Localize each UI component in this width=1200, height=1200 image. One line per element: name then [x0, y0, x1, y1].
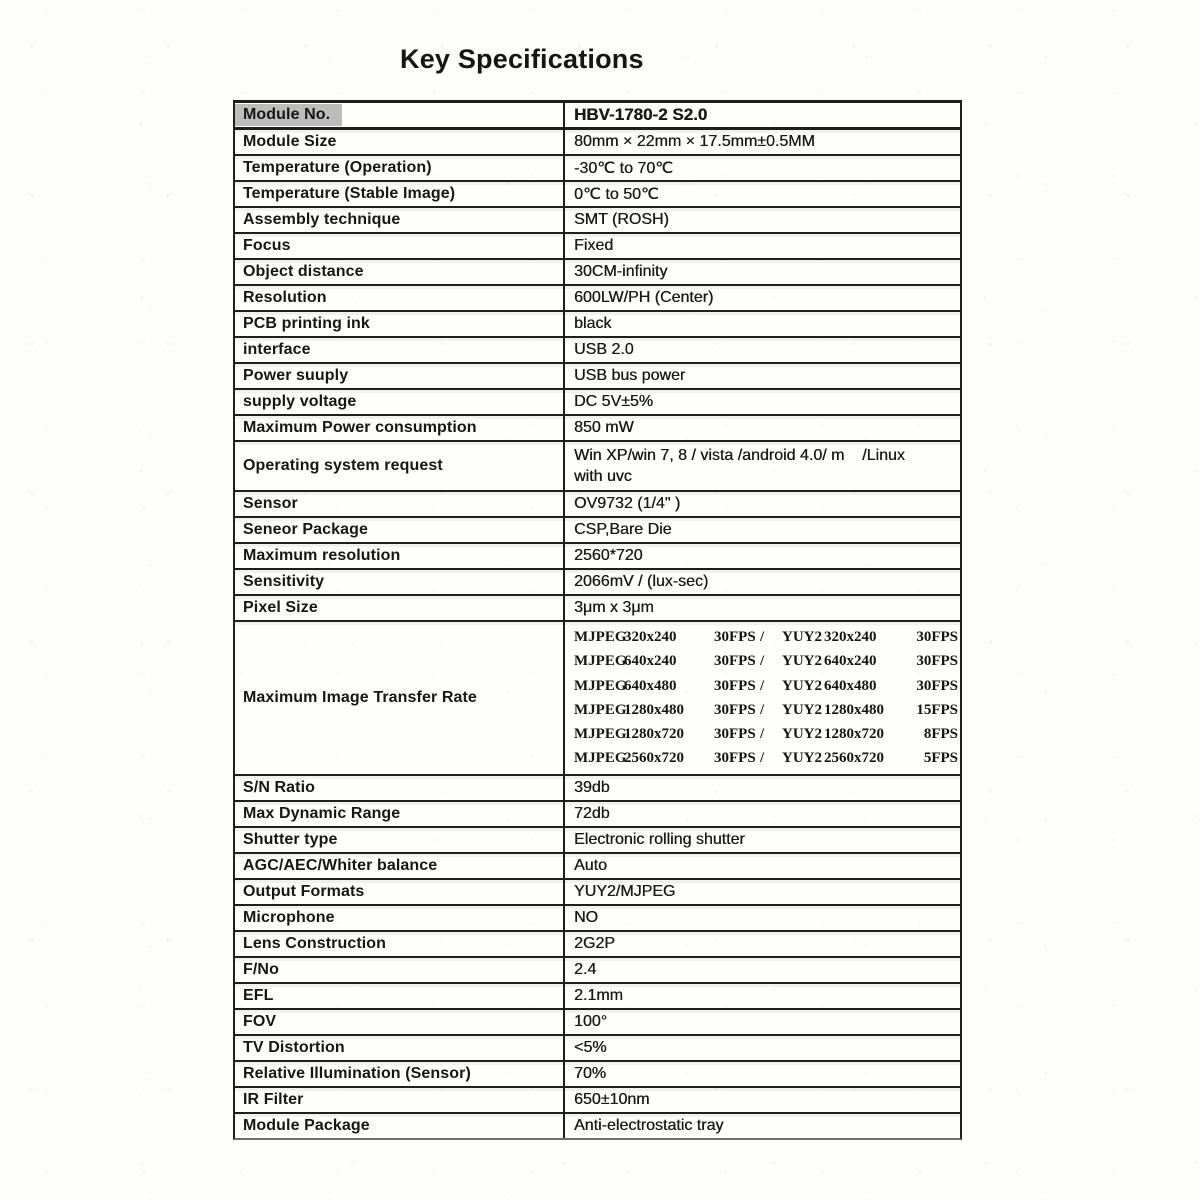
- row-value-text: USB bus power: [574, 367, 686, 384]
- row-label-text: Resolution: [243, 289, 327, 306]
- row-label-text: AGC/AEC/Whiter balance: [243, 856, 438, 874]
- table-row: [235, 544, 960, 570]
- rate-separator: /: [760, 629, 765, 645]
- row-label: [235, 286, 565, 310]
- row-label: [235, 932, 565, 956]
- row-label-text: Maximum Image Transfer Rate: [243, 688, 477, 706]
- table-row: [235, 338, 960, 364]
- rate-fps: 30FPS: [916, 677, 958, 694]
- row-value-text: 30CM-infinity: [574, 263, 668, 280]
- row-label: [235, 492, 565, 516]
- row-value-text: NO: [574, 908, 598, 926]
- row-label: [235, 103, 565, 127]
- row-value: [565, 286, 960, 310]
- row-label-text: Relative Illumination (Sensor): [243, 1064, 471, 1082]
- table-row: [235, 828, 960, 854]
- row-value: [565, 208, 960, 232]
- row-value: [565, 390, 960, 414]
- row-label: [235, 596, 565, 620]
- row-label-text: Maximum resolution: [243, 547, 401, 564]
- row-label-text: Maximum Power consumption: [243, 419, 477, 436]
- row-value: [565, 984, 960, 1008]
- table-row: [235, 776, 960, 802]
- row-value-text: 2560*720: [574, 547, 643, 564]
- row-value-text: 100°: [574, 1012, 608, 1030]
- row-value: [565, 622, 962, 774]
- row-value-text: CSP,Bare Die: [574, 521, 672, 538]
- rate-resolution: 640x480: [824, 677, 877, 694]
- table-row: [235, 1062, 960, 1088]
- row-label: [235, 156, 565, 180]
- row-label-text: Power suuply: [243, 367, 349, 384]
- row-label: [235, 544, 565, 568]
- row-label-text: supply voltage: [243, 393, 357, 410]
- rate-fps: 8FPS: [923, 726, 958, 743]
- row-label: [235, 570, 565, 594]
- table-row: [235, 958, 960, 984]
- row-value-text: OV9732 (1/4" ): [574, 495, 681, 512]
- rate-fps: 30FPS: [714, 653, 756, 670]
- row-value: [565, 828, 960, 852]
- row-value-text: 80mm × 22mm × 17.5mm±0.5MM: [574, 133, 815, 150]
- row-label-text: Assembly technique: [243, 211, 401, 228]
- row-value: [565, 103, 960, 127]
- row-value: [565, 776, 960, 800]
- row-value-text: Auto: [574, 856, 607, 874]
- rate-fps: 5FPS: [923, 750, 958, 767]
- row-value-text: Anti-electrostatic tray: [574, 1116, 724, 1134]
- table-row: [235, 1114, 960, 1138]
- rate-resolution: 320x240: [624, 629, 677, 645]
- row-value: [565, 544, 960, 568]
- table-row: [235, 312, 960, 338]
- rate-fps: 30FPS: [714, 629, 756, 645]
- table-row: [235, 1088, 960, 1114]
- table-row: [235, 1010, 960, 1036]
- row-value-text: 850 mW: [574, 419, 634, 436]
- row-label-text: PCB printing ink: [243, 315, 370, 332]
- row-value-text: <5%: [574, 1038, 607, 1056]
- rate-separator: /: [760, 677, 765, 694]
- row-label-text: Seneor Package: [243, 521, 369, 538]
- rate-resolution: 640x240: [624, 653, 677, 670]
- row-label-text: Sensor: [243, 495, 298, 512]
- table-row: [235, 182, 960, 208]
- table-row: [235, 442, 960, 492]
- row-label: [235, 854, 565, 878]
- rate-fps: 30FPS: [916, 629, 958, 645]
- row-value: [565, 1036, 960, 1060]
- row-value-text: 2066mV / (lux-sec): [574, 573, 709, 590]
- row-label-text: Pixel Size: [243, 599, 318, 616]
- row-label: [235, 802, 565, 826]
- transfer-rate-grid: [574, 623, 958, 773]
- table-row: [235, 364, 960, 390]
- rate-fps: 15FPS: [916, 701, 958, 718]
- rate-format-mjpeg: MJPEG: [574, 677, 627, 694]
- rate-separator: /: [760, 653, 765, 670]
- table-row: [235, 518, 960, 544]
- table-row: [235, 286, 960, 312]
- row-value: [565, 338, 960, 362]
- rate-separator: /: [760, 726, 765, 743]
- row-value: [565, 1010, 960, 1034]
- row-label: [235, 260, 565, 284]
- rate-separator: /: [760, 701, 765, 718]
- row-label: [235, 1114, 565, 1138]
- row-label: [235, 442, 565, 490]
- table-row: [235, 156, 960, 182]
- row-label-text: Max Dynamic Range: [243, 804, 401, 822]
- row-value: [565, 260, 960, 284]
- rate-format-yuy2: YUY2: [782, 750, 822, 767]
- row-value-text: Fixed: [574, 237, 614, 254]
- table-row: [235, 1036, 960, 1062]
- row-label-text: IR Filter: [243, 1090, 304, 1108]
- row-value: [565, 596, 960, 620]
- row-label: [235, 234, 565, 258]
- row-value-text: 2.1mm: [574, 986, 623, 1004]
- row-value: [565, 182, 960, 206]
- row-label: [235, 182, 565, 206]
- row-value-text: 70%: [574, 1064, 607, 1082]
- row-label: [235, 208, 565, 232]
- rate-format-yuy2: YUY2: [782, 677, 822, 694]
- rate-format-mjpeg: MJPEG: [574, 653, 627, 670]
- rate-fps: 30FPS: [714, 726, 756, 743]
- row-label: [235, 1062, 565, 1086]
- rate-resolution: 640x240: [824, 653, 877, 670]
- rate-format-yuy2: YUY2: [782, 701, 822, 718]
- row-label: [235, 130, 565, 154]
- row-label-text: Lens Construction: [243, 934, 387, 952]
- row-value-text: HBV-1780-2 S2.0: [574, 105, 708, 124]
- spec-table: [233, 100, 962, 1140]
- row-value-text: YUY2/MJPEG: [574, 882, 676, 900]
- table-row: [235, 416, 960, 442]
- rate-format-yuy2: YUY2: [782, 629, 822, 645]
- row-label-text: F/No: [243, 960, 279, 978]
- rate-format-mjpeg: MJPEG: [574, 750, 627, 767]
- table-row: [235, 596, 960, 622]
- table-row: [235, 622, 960, 776]
- rate-resolution: 320x240: [824, 629, 877, 645]
- table-row: [235, 103, 960, 130]
- row-value: [565, 854, 960, 878]
- rate-format-mjpeg: MJPEG: [574, 629, 627, 645]
- table-row: [235, 570, 960, 596]
- row-value: [565, 932, 960, 956]
- rate-resolution: 1280x720: [824, 726, 884, 743]
- row-value-text: DC 5V±5%: [574, 393, 654, 410]
- rate-format-yuy2: YUY2: [782, 726, 822, 743]
- row-value-text: 2.4: [574, 960, 597, 978]
- row-label-text: Shutter type: [243, 830, 338, 848]
- row-label: [235, 338, 565, 362]
- table-row: [235, 390, 960, 416]
- row-label-text: Microphone: [243, 908, 335, 926]
- rate-fps: 30FPS: [714, 701, 756, 718]
- row-value: [565, 492, 960, 516]
- row-value: [565, 1062, 960, 1086]
- row-value-text: 0℃ to 50℃: [574, 186, 659, 203]
- table-row: [235, 984, 960, 1010]
- rate-resolution: 2560x720: [624, 750, 684, 767]
- row-value-text: -30℃ to 70℃: [574, 160, 674, 177]
- row-label-text: TV Distortion: [243, 1038, 345, 1056]
- row-value-text: 2G2P: [574, 934, 615, 952]
- row-label: [235, 906, 565, 930]
- row-label: [235, 518, 565, 542]
- row-label-text: EFL: [243, 986, 274, 1004]
- table-row: [235, 854, 960, 880]
- row-value: [565, 364, 960, 388]
- table-row: [235, 932, 960, 958]
- row-value-text: 3μm x 3μm: [574, 599, 654, 616]
- table-row: [235, 492, 960, 518]
- row-value: [565, 1114, 960, 1138]
- rate-fps: 30FPS: [916, 653, 958, 670]
- row-value-text: 72db: [574, 804, 610, 822]
- row-value: [565, 416, 960, 440]
- row-value: [565, 130, 960, 154]
- row-value-text: Electronic rolling shutter: [574, 830, 745, 848]
- row-value-text: 650±10nm: [574, 1090, 650, 1108]
- row-value-text: black: [574, 315, 612, 332]
- row-label-text: Sensitivity: [243, 573, 325, 590]
- row-value: [565, 312, 960, 336]
- row-label: [235, 622, 565, 774]
- row-label: [235, 390, 565, 414]
- row-label: [235, 958, 565, 982]
- row-label: [235, 828, 565, 852]
- rate-resolution: 1280x720: [624, 726, 684, 743]
- row-value: [565, 958, 960, 982]
- row-label-text: Module No.: [235, 104, 342, 126]
- row-label-text: Operating system request: [243, 457, 443, 474]
- rate-resolution: 2560x720: [824, 750, 884, 767]
- row-value-text: SMT (ROSH): [574, 211, 669, 228]
- row-value: [565, 880, 960, 904]
- row-value-multiline: [574, 443, 905, 489]
- rate-format-yuy2: YUY2: [782, 653, 822, 670]
- row-label: [235, 984, 565, 1008]
- row-label: [235, 312, 565, 336]
- rate-format-mjpeg: MJPEG: [574, 726, 627, 743]
- row-label-text: Module Size: [243, 133, 337, 150]
- table-row: [235, 880, 960, 906]
- row-label: [235, 1036, 565, 1060]
- rate-fps: 30FPS: [714, 677, 756, 694]
- rate-resolution: 1280x480: [824, 701, 884, 718]
- row-value: [565, 802, 960, 826]
- row-label: [235, 1010, 565, 1034]
- value-line: with uvc: [574, 468, 632, 485]
- row-value: [565, 906, 960, 930]
- row-label-text: interface: [243, 341, 311, 358]
- rate-resolution: 1280x480: [624, 701, 684, 718]
- row-value: [565, 1088, 960, 1112]
- rate-fps: 30FPS: [714, 750, 756, 767]
- value-line: Win XP/win 7, 8 / vista /android 4.0/ m /Linux: [574, 447, 905, 464]
- rate-separator: /: [760, 750, 765, 767]
- row-value-text: USB 2.0: [574, 341, 634, 358]
- row-label: [235, 880, 565, 904]
- table-row: [235, 802, 960, 828]
- row-label: [235, 776, 565, 800]
- row-label-text: S/N Ratio: [243, 778, 316, 796]
- page-title: Key Specifications: [400, 44, 644, 74]
- row-value-text: 600LW/PH (Center): [574, 289, 714, 306]
- row-value: [565, 156, 960, 180]
- table-row: [235, 260, 960, 286]
- row-value: [565, 570, 960, 594]
- row-label-text: Object distance: [243, 263, 364, 280]
- row-value: [565, 234, 960, 258]
- row-label: [235, 416, 565, 440]
- row-value: [565, 518, 960, 542]
- table-row: [235, 208, 960, 234]
- row-label-text: Temperature (Stable Image): [243, 185, 456, 202]
- row-value-text: 39db: [574, 778, 610, 796]
- row-value: [565, 442, 960, 490]
- row-label-text: Focus: [243, 237, 291, 254]
- rate-format-mjpeg: MJPEG: [574, 701, 627, 718]
- row-label-text: Temperature (Operation): [243, 159, 432, 176]
- table-row: [235, 906, 960, 932]
- row-label: [235, 1088, 565, 1112]
- row-label-text: FOV: [243, 1012, 277, 1030]
- rate-resolution: 640x480: [624, 677, 677, 694]
- row-label-text: Output Formats: [243, 882, 365, 900]
- table-row: [235, 234, 960, 260]
- table-row: [235, 130, 960, 156]
- row-label-text: Module Package: [243, 1116, 370, 1134]
- row-label: [235, 364, 565, 388]
